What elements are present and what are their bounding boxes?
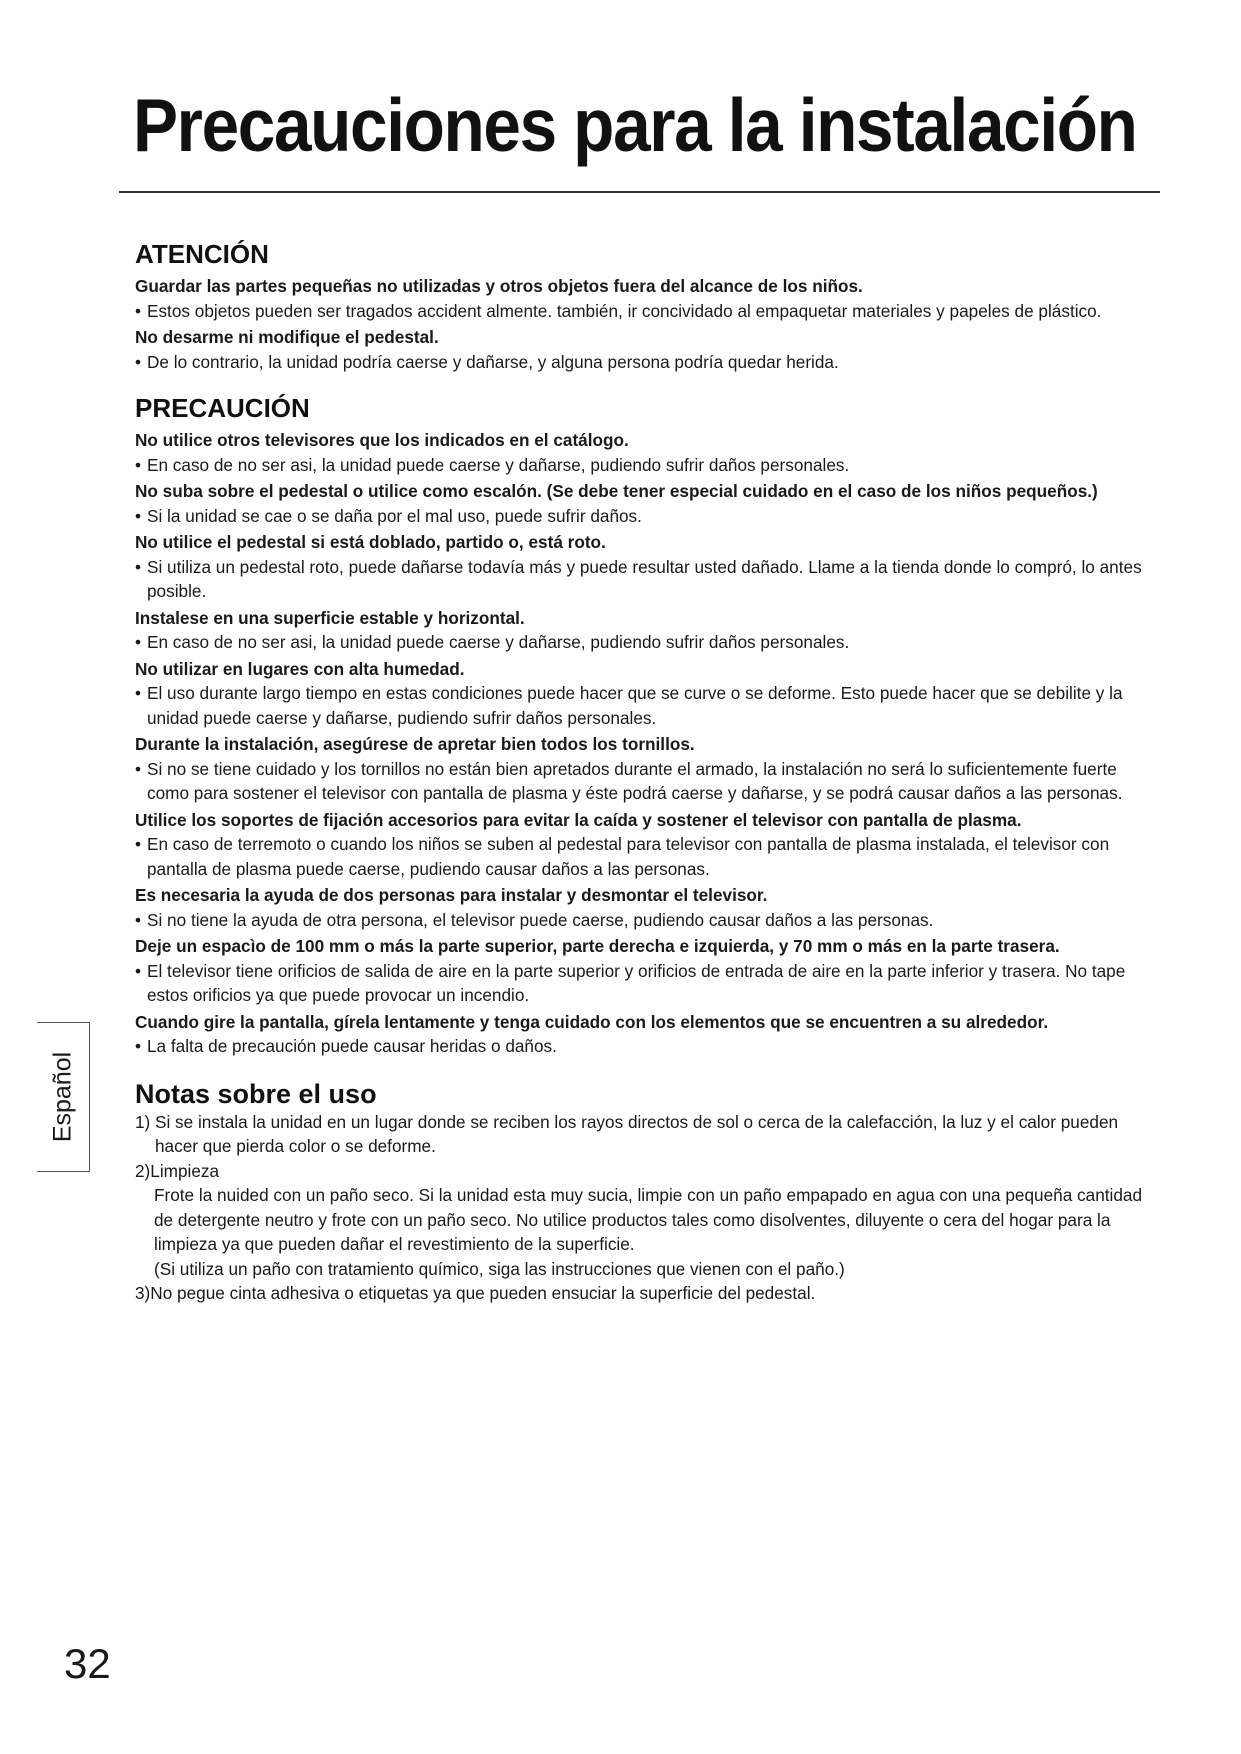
note-2-text: Frote la nuided con un paño seco. Si la unidad esta muy sucia, limpie con un paño empapado en agua con una pequeña cantidad de detergente neutro y frote con un paño seco. No utilice productos tales como disolventes, diluyente o cera del hogar para la limpieza ya que pueden dañar el revestimiento de la superficie. — [154, 1185, 1143, 1254]
item-title: Instalese en una superficie estable y horizontal. — [135, 607, 525, 628]
page-number: 32 — [64, 1640, 111, 1687]
item-title: Guardar las partes pequeñas no utilizadas y otros objetos fuera del alcance de los niños. — [135, 276, 863, 296]
item-bullet — [135, 555, 1145, 604]
bullet-icon: • — [135, 556, 142, 577]
note-3: 3)No pegue cinta adhesiva o etiquetas ya que pueden ensuciar la superficie del pedestal. — [135, 1283, 816, 1303]
bullet-icon: • — [135, 758, 142, 779]
item-bullet — [135, 1034, 1145, 1059]
item-bullet — [135, 959, 1145, 1008]
item-bullet — [135, 681, 1145, 730]
item-title: Durante la instalación, asegúrese de apretar bien todos los tornillos. — [135, 734, 695, 754]
item-title: No utilice el pedestal si está doblado, partido o, está roto. — [135, 532, 606, 552]
item-title: Es necesaria la ayuda de dos personas para instalar y desmontar el televisor. — [135, 885, 768, 905]
item-bullet — [135, 453, 1145, 478]
item-title: No utilizar en lugares con alta humedad. — [135, 658, 465, 679]
bullet-text: En caso de no ser asi, la unidad puede caerse y dañarse, pudiendo sufrir daños personales. — [147, 454, 850, 475]
precaucion-item — [135, 806, 1145, 882]
page-title: Precauciones para la instalación — [133, 83, 1137, 167]
bullet-text: Si no se tiene cuidado y los tornillos no están bien apretados durante el armado, la instalación no será lo suficientemente fuerte como para sostener el televisor con pantalla de plasma y éste podrá caerse y dañarse, y se podrá causar daños a las personas. — [147, 758, 1123, 803]
language-label: Español — [48, 1051, 77, 1143]
bullet-icon: • — [135, 300, 142, 321]
bullet-icon: • — [135, 351, 142, 372]
bullet-icon: • — [135, 683, 142, 703]
item-title: No desarme ni modifique el pedestal. — [135, 327, 439, 347]
atencion-section — [135, 272, 1145, 374]
note-number: 1) — [135, 1111, 151, 1132]
item-title: Deje un espacìo de 100 mm o más la parte superior, parte derecha e izquierda, y 70 mm o más en la parte trasera. — [135, 936, 1060, 956]
bullet-text: La falta de precaución puede causar heridas o daños. — [147, 1036, 557, 1056]
bullet-icon: • — [135, 909, 142, 930]
item-title: Utilice los soportes de fijación accesorios para evitar la caída y sostener el televisor con pantalla de plasma. — [135, 809, 1022, 830]
bullet-text: El televisor tiene orificios de salida de aire en la parte superior y orificios de entrada de aire en la parte inferior y trasera. No tape estos orificios ya que puede provocar un incendio. — [147, 960, 1126, 1005]
bullet-text: El uso durante largo tiempo en estas condiciones puede hacer que se curve o se deforme. Esto puede hacer que se debilite y la unidad puede caerse y dañarse, pudiendo sufrir daños personales. — [147, 683, 1123, 728]
precaucion-item — [135, 426, 1145, 477]
note-2-extra: (Si utiliza un paño con tratamiento químico, siga las instrucciones que vienen con el paño.) — [154, 1258, 845, 1279]
notas-heading: Notas sobre el uso — [135, 1078, 377, 1109]
item-title: No utilice otros televisores que los indicados en el catálogo. — [135, 430, 629, 450]
precaucion-item — [135, 1008, 1145, 1059]
note-text: Si se instala la unidad en un lugar donde se reciben los rayos directos de sol o cerca de la calefacción, la luz y el calor pueden hacer que pierda color o se deforme. — [155, 1111, 1119, 1156]
note-2-label: 2)Limpieza — [135, 1160, 220, 1181]
bullet-text: En caso de terremoto o cuando los niños se suben al pedestal para televisor con pantalla de plasma instalada, el televisor con pantalla de plasma puede caerse, pudiendo causar daños a las personas. — [147, 834, 1110, 879]
item-title: No suba sobre el pedestal o utilice como escalón. (Se debe tener especial cuidado en el caso de los niños pequeños.) — [135, 481, 1098, 501]
bullet-icon: • — [135, 834, 142, 854]
precaucion-item — [135, 655, 1145, 731]
bullet-icon: • — [135, 632, 142, 652]
item-title: Cuando gire la pantalla, gírela lentamente y tenga cuidado con los elementos que se encuentren a su alrededor. — [135, 1011, 1049, 1032]
bullet-icon: • — [135, 1036, 142, 1056]
atencion-item — [135, 272, 1145, 323]
item-bullet — [135, 299, 1145, 324]
precaucion-item — [135, 477, 1145, 528]
bullet-icon: • — [135, 960, 142, 981]
precaucion-item — [135, 528, 1145, 604]
precaucion-item — [135, 932, 1145, 1008]
notas-section — [135, 1110, 1145, 1306]
item-bullet — [135, 757, 1145, 806]
item-bullet — [135, 908, 1145, 933]
bullet-icon: • — [135, 454, 142, 475]
title-divider — [119, 191, 1160, 193]
item-bullet — [135, 504, 1145, 529]
note-1 — [135, 1110, 1145, 1159]
item-bullet — [135, 350, 1145, 375]
precaucion-item — [135, 604, 1145, 655]
precaucion-item — [135, 881, 1145, 932]
atencion-heading: ATENCIÓN — [135, 239, 269, 269]
bullet-text: Estos objetos pueden ser tragados accident almente. también, ir concividado al empaquetar materiales y papeles de plástico. — [147, 300, 1102, 321]
item-bullet — [135, 630, 1145, 655]
bullet-text: Si no tiene la ayuda de otra persona, el televisor puede caerse, pudiendo causar daños a las personas. — [147, 909, 934, 930]
precaucion-heading: PRECAUCIÓN — [135, 393, 310, 423]
main-content — [135, 238, 1145, 1306]
bullet-text: En caso de no ser asi, la unidad puede caerse y dañarse, pudiendo sufrir daños personales. — [147, 632, 850, 652]
language-side-tab — [37, 1022, 90, 1172]
item-bullet — [135, 832, 1145, 881]
bullet-text: Si utiliza un pedestal roto, puede dañarse todavía más y puede resultar usted dañado. Llame a la tienda donde lo compró, lo antes posible. — [147, 556, 1142, 601]
precaucion-item — [135, 730, 1145, 806]
bullet-text: De lo contrario, la unidad podría caerse y dañarse, y alguna persona podría quedar herida. — [147, 351, 839, 372]
bullet-text: Si la unidad se cae o se daña por el mal uso, puede sufrir daños. — [147, 505, 642, 526]
atencion-item — [135, 323, 1145, 374]
precaucion-section — [135, 426, 1145, 1059]
bullet-icon: • — [135, 505, 142, 526]
